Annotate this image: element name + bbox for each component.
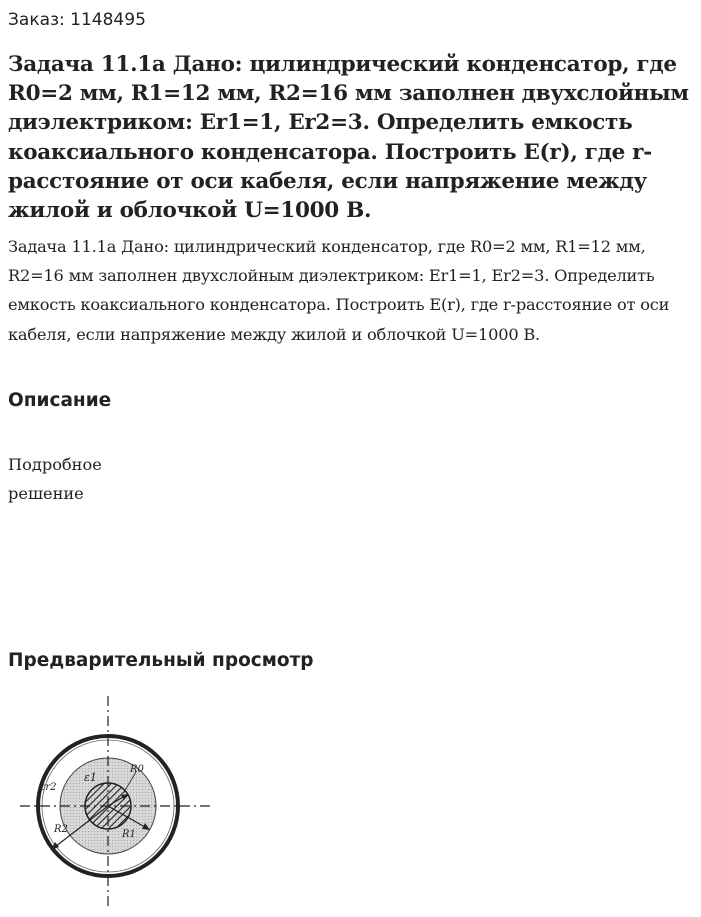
r0-label: R0: [130, 764, 144, 775]
capacitor-cross-section-diagram: [18, 692, 218, 912]
preview-figure: [18, 692, 218, 912]
description-text: Подробное решение: [8, 455, 102, 503]
task-description: Задача 11.1а Дано: цилиндрический конденсатор, где R0=2 мм, R1=12 мм, R2=16 мм заполнен двухслойным диэлектриком: Er1=1, Er2=3. Определить емкость коаксиального конденсатора. Построить E(r), где r-расстояние от оси кабеля, если напряжение между жилой и облочкой U=1000 В.: [8, 237, 670, 344]
r1-label: R1: [122, 829, 136, 840]
task-title: Задача 11.1а Дано: цилиндрический конденсатор, где R0=2 мм, R1=12 мм, R2=16 мм заполнен двухслойным диэлектриком: Er1=1, Er2=3. Определить емкость коаксиального конденсатора. Построить E(r), где r-расстояние от оси кабеля, если напряжение между жилой и облочкой U=1000 В.: [8, 52, 689, 224]
eps1-label: ε1: [84, 771, 97, 784]
description-heading: Описание: [8, 390, 112, 411]
order-number: Заказ: 1148495: [8, 10, 146, 30]
preview-heading: Предварительный просмотр: [8, 650, 314, 671]
eps2-label: εr2: [40, 782, 57, 793]
r2-label: R2: [54, 824, 68, 835]
